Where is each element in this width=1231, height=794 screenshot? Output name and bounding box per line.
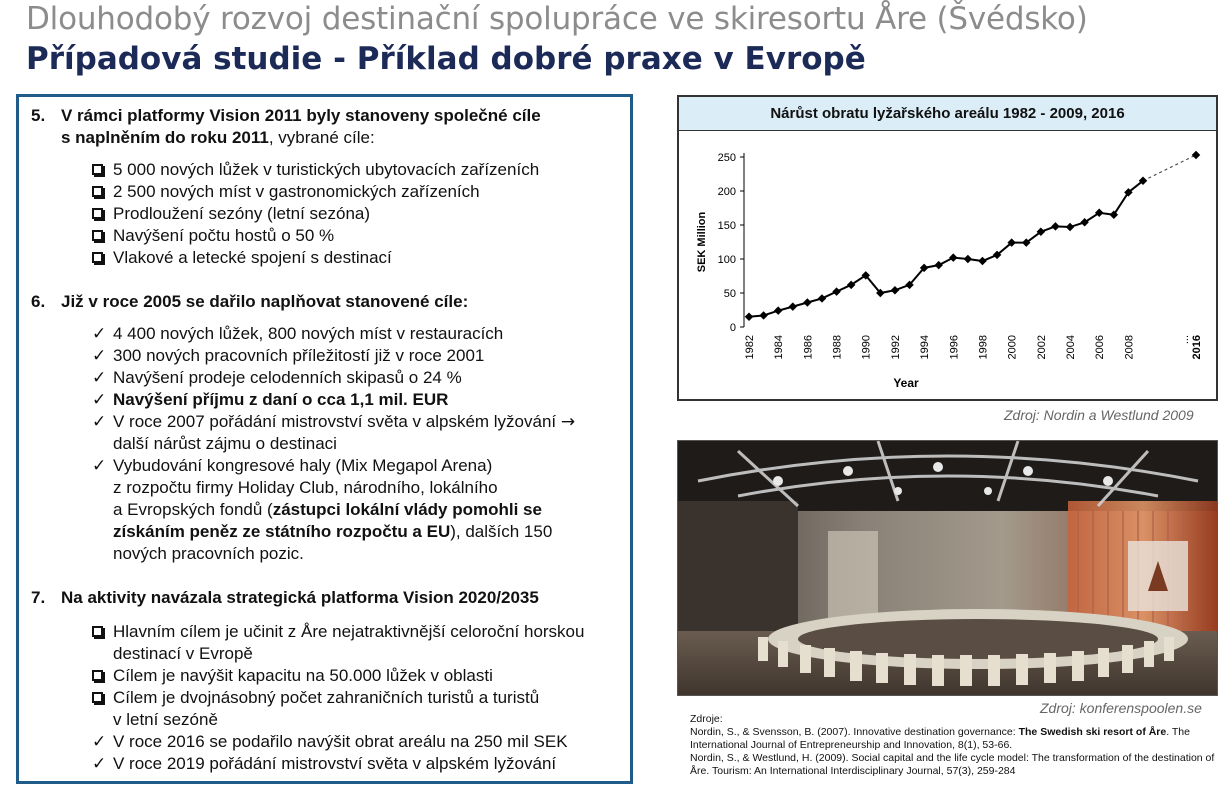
y-tick-label: 250	[717, 152, 736, 164]
list-item-cont: v letní sezóně	[113, 710, 218, 729]
section-5-line2-bold: s naplněním do roku 2011	[61, 128, 269, 147]
reference-2: Nordin, S., & Westlund, H. (2009). Social capital and the life cycle model: The transformation of the destination of Åre. Tourism: An International Interdisciplinary Journal, 57(3), 259-284	[690, 752, 1215, 777]
y-tick-label: 100	[717, 254, 736, 266]
list-item: 5 000 nových lůžek v turistických ubytovacích zařízeních	[113, 160, 540, 179]
list-item-cont: další nárůst zájmu o destinaci	[113, 434, 337, 453]
data-point-2016	[1192, 151, 1200, 159]
section-7-title: Na aktivity navázala strategická platforma Vision 2020/2035	[61, 588, 539, 607]
content-box	[16, 94, 633, 784]
section-5-heading-cont	[61, 127, 375, 149]
data-point	[832, 287, 840, 295]
data-point	[949, 253, 957, 261]
list-item: Navýšení počtu hostů o 50 %	[113, 226, 335, 245]
x-tick-label: 1982	[744, 335, 756, 360]
references	[690, 713, 1220, 778]
reference-1-text: Nordin, S., & Svensson, B. (2007). Innovative destination governance:	[690, 726, 1019, 738]
list-item-cont: z rozpočtu firmy Holiday Club, národního, lokálního	[113, 478, 498, 497]
checkmark-icon: ✓	[92, 456, 107, 475]
y-tick-label: 0	[729, 322, 736, 334]
list-item: Hlavním cílem je učinit z Åre nejatraktivnější celoroční horskou	[113, 622, 585, 641]
section-5-heading	[31, 105, 541, 127]
checkbox-bullet-icon	[92, 159, 103, 180]
list-item: Vybudování kongresové haly (Mix Megapol Arena)	[113, 456, 493, 475]
list-item: 4 400 nových lůžek, 800 nových míst v restauracích	[113, 324, 504, 343]
list-item-bold: získáním peněz ze státního rozpočtu a EU	[113, 522, 451, 541]
chart-title: Nárůst obratu lyžařského areálu 1982 - 2009, 2016	[679, 97, 1216, 131]
list-item: 2 500 nových míst v gastronomických zařízeních	[113, 182, 480, 201]
checkmark-icon: ✓	[92, 368, 107, 387]
congress-hall-image	[678, 441, 1218, 696]
section-5-line2-rest: , vybrané cíle:	[268, 128, 375, 147]
data-point	[934, 261, 942, 269]
section-5-line1: V rámci platformy Vision 2011 byly stanoveny společné cíle	[61, 106, 541, 125]
checkbox-bullet-icon	[92, 687, 103, 708]
list-item: Vlakové a letecké spojení s destinací	[113, 248, 392, 267]
data-point	[1051, 222, 1059, 230]
x-tick-label: 2004	[1065, 335, 1078, 360]
reference-1-title: The Swedish ski resort of Åre	[1018, 726, 1167, 738]
checkmark-icon: ✓	[92, 390, 107, 409]
section-6-heading	[31, 291, 468, 313]
page-subtitle: Případová studie - Příklad dobré praxe v Evropě	[26, 41, 866, 77]
checkbox-bullet-icon	[92, 225, 103, 246]
x-tick-label: 1996	[948, 335, 961, 360]
y-tick-label: 150	[717, 220, 736, 232]
projection-line	[1143, 155, 1196, 181]
list-item	[113, 411, 575, 433]
section-7-heading	[31, 587, 539, 609]
list-item-text: ), dalších 150	[450, 522, 553, 541]
reference-1-journal: . The International Journal of Entrepreneurship and Innovation, 8(1), 53-66.	[690, 726, 1190, 751]
checkmark-icon: ✓	[92, 324, 107, 343]
list-item: 300 nových pracovních příležitostí již v roce 2001	[113, 346, 485, 365]
list-item-cont	[113, 521, 552, 542]
list-item-cont	[113, 499, 542, 520]
list-item-cont: nových pracovních pozic.	[113, 544, 304, 563]
x-tick-label: 1998	[977, 335, 990, 360]
congress-hall-photo	[677, 440, 1218, 696]
series-line	[749, 181, 1143, 317]
x-tick-label: 2008	[1123, 335, 1136, 360]
x-axis-label: Year	[893, 376, 919, 390]
chart-source: Zdroj: Nordin a Westlund 2009	[1004, 407, 1194, 423]
x-tick-label: ...	[1179, 335, 1191, 345]
photo-source: Zdroj: konferenspoolen.se	[1040, 700, 1202, 716]
data-point	[1066, 223, 1074, 231]
list-item: V roce 2016 se podařilo navýšit obrat areálu na 250 mil SEK	[113, 732, 568, 751]
data-point	[789, 302, 797, 310]
list-item: Navýšení příjmu z daní o cca 1,1 mil. EUR	[113, 390, 449, 409]
list-item: Navýšení prodeje celodenních skipasů o 24 %	[113, 368, 462, 387]
section-number: 5.	[31, 106, 46, 125]
reference-1	[690, 726, 1220, 752]
x-tick-label: 2016	[1191, 335, 1203, 360]
x-tick-label: 1990	[860, 335, 873, 360]
checkmark-icon: ✓	[92, 732, 107, 751]
y-tick-label: 200	[717, 186, 736, 198]
x-tick-label: 2002	[1035, 335, 1048, 360]
list-item: Prodloužení sezóny (letní sezóna)	[113, 204, 371, 223]
data-point	[745, 313, 753, 321]
x-tick-label: 1994	[919, 335, 932, 360]
checkmark-icon: ✓	[92, 412, 107, 431]
page-title: Dlouhodobý rozvoj destinační spolupráce ve skiresortu Åre (Švédsko)	[26, 1, 1088, 37]
checkmark-icon: ✓	[92, 754, 107, 773]
list-item-cont: destinací v Evropě	[113, 644, 253, 663]
x-tick-label: 1986	[802, 335, 815, 360]
section-6-title: Již v roce 2005 se dařilo naplňovat stanovené cíle:	[61, 292, 469, 311]
x-tick-label: 2006	[1094, 335, 1107, 360]
turnover-chart	[677, 95, 1218, 401]
checkbox-bullet-icon	[92, 181, 103, 202]
x-tick-label: 1984	[773, 335, 786, 360]
data-point	[803, 298, 811, 306]
list-item-text: V roce 2007 pořádání mistrovství světa v alpském lyžování	[113, 412, 557, 431]
data-point	[818, 294, 826, 302]
x-tick-label: 1988	[831, 335, 844, 360]
data-point	[759, 311, 767, 319]
x-tick-label: 1992	[889, 335, 902, 360]
data-point	[978, 257, 986, 265]
y-axis-label: SEK Million	[696, 211, 708, 273]
data-point	[774, 306, 782, 314]
section-number: 7.	[31, 588, 46, 607]
chart-plot	[679, 97, 1216, 399]
right-arrow-icon: →	[560, 412, 576, 432]
checkbox-bullet-icon	[92, 621, 103, 642]
x-tick-label: 2000	[1006, 335, 1019, 360]
section-number: 6.	[31, 292, 46, 311]
checkmark-icon: ✓	[92, 346, 107, 365]
list-item-bold: zástupci lokální vlády pomohli se	[272, 500, 542, 519]
list-item: Cílem je dvojnásobný počet zahraničních turistů a turistů	[113, 688, 540, 707]
list-item: Cílem je navýšit kapacitu na 50.000 lůžek v oblasti	[113, 666, 493, 685]
data-point	[964, 255, 972, 263]
references-label: Zdroje:	[690, 713, 723, 725]
checkbox-bullet-icon	[92, 203, 103, 224]
list-item: V roce 2019 pořádání mistrovství světa v alpském lyžování	[113, 754, 557, 773]
checkbox-bullet-icon	[92, 247, 103, 268]
y-tick-label: 50	[723, 288, 736, 300]
data-point	[891, 286, 899, 294]
checkbox-bullet-icon	[92, 665, 103, 686]
list-item-text: a Evropských fondů (	[113, 500, 273, 519]
